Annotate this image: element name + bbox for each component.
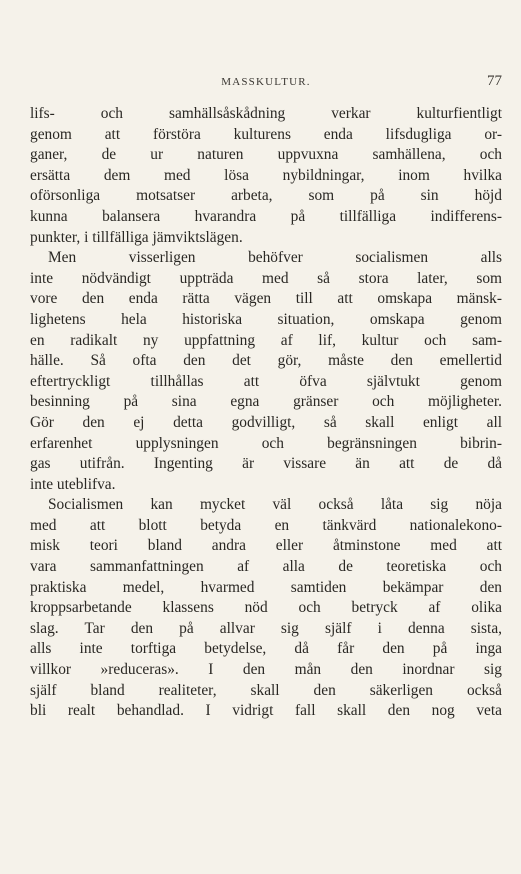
text-line: inte nödvändigt uppträda med så stora later, som	[30, 269, 502, 287]
text-line: oförsonliga motsatser arbeta, som på sin höjd	[30, 187, 502, 205]
text-line: genom att förstöra kulturens enda lifsdugliga or-	[30, 125, 502, 143]
text-line: bli realt behandlad. I vidrigt fall skall den nog veta	[30, 702, 502, 720]
text-line: själf bland realiteter, skall den säkerligen också	[30, 681, 502, 699]
text-line: gas utifrån. Ingenting är vissare än att de då	[30, 455, 502, 473]
text-line: punkter, i tillfälliga jämviktslägen.	[30, 228, 243, 246]
text-line: slag. Tar den på allvar sig själf i denna sista,	[30, 619, 502, 637]
text-line: eftertryckligt tillhållas att öfva självtukt genom	[30, 372, 502, 390]
body-text	[30, 104, 502, 722]
text-line: kunna balansera hvarandra på tillfälliga indifferens-	[30, 207, 502, 225]
running-title: MASSKULTUR.	[221, 76, 311, 88]
text-line: erfarenhet upplysningen och begränsningen bibrin-	[30, 434, 502, 452]
text-line: ersätta dem med lösa nybildningar, inom hvilka	[30, 166, 502, 184]
text-line: inte uteblifva.	[30, 475, 116, 493]
text-line: vore den enda rätta vägen till att omskapa mänsk-	[30, 290, 502, 308]
text-line: villkor »reduceras». I den mån den inordnar sig	[30, 661, 502, 679]
text-line: Socialismen kan mycket väl också låta sig nöja	[48, 496, 502, 514]
text-line: en radikalt ny uppfattning af lif, kultur och sam-	[30, 331, 502, 349]
text-line: Men visserligen behöfver socialismen alls	[48, 249, 502, 267]
text-line: misk teori bland andra eller åtminstone med att	[30, 537, 502, 555]
text-line: lifs- och samhällsåskådning verkar kulturfientligt	[30, 105, 502, 122]
text-line: med att blott betyda en tänkvärd nationalekono-	[30, 516, 502, 534]
text-line: Gör den ej detta godvilligt, så skall enligt all	[30, 413, 502, 431]
text-line: besinning på sina egna gränser och möjligheter.	[30, 393, 502, 411]
text-line: vara sammanfattningen af alla de teoretiska och	[30, 558, 502, 576]
text-line: kroppsarbetande klassens nöd och betryck af olika	[30, 599, 502, 617]
text-line: hälle. Så ofta den det gör, måste den emellertid	[30, 352, 502, 370]
text-line: ganer, de ur naturen uppvuxna samhällena, och	[30, 146, 502, 164]
text-line: alls inte torftiga betydelse, då får den på inga	[30, 640, 502, 658]
text-line: praktiska medel, hvarmed samtiden bekämpar den	[30, 578, 502, 596]
text-line: lighetens hela historiska situation, omskapa genom	[30, 310, 502, 328]
page-number: 77	[487, 73, 502, 89]
running-head	[30, 73, 502, 92]
